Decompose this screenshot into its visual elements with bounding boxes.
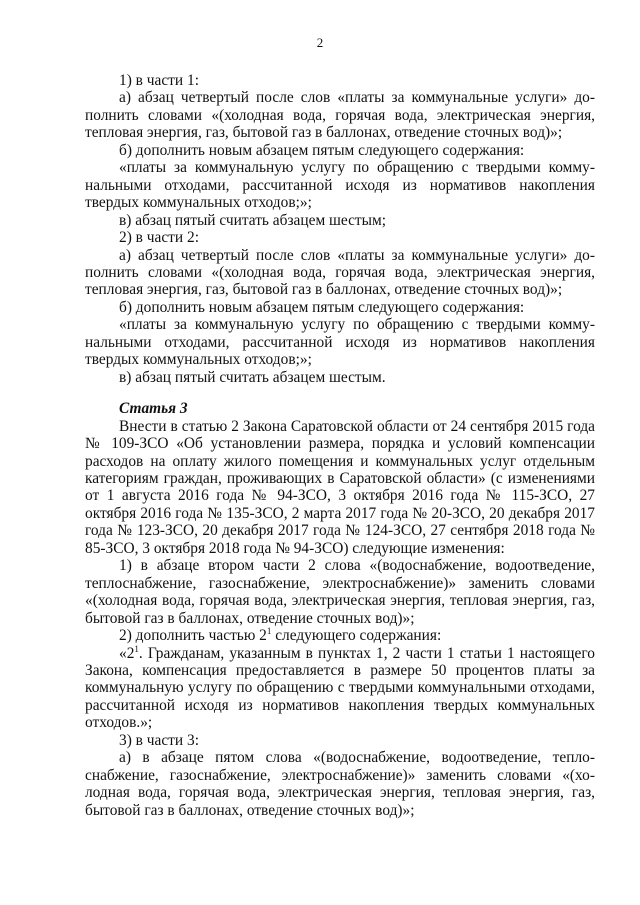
superscript: 1 xyxy=(266,626,272,637)
paragraph: б) дополнить новым абзацем пятым следующего содержания: xyxy=(119,141,525,159)
paragraph: 1) в абзаце втором части 2 слова «(водоснабжение, водоотведение, теплоснабжение, газоснабжение, электроснабжение)» заменить словами «(холодная вода, горячая вода, электрическая энергия, тепловая энергия, газ, бытовой газ в баллонах, отведение сточных вод)»; xyxy=(85,557,595,627)
paragraph: «платы за коммунальную услугу по обращению с твердыми коммунальными отходами, рассчитанной исходя из нормативов накопления твердых коммунальных отходов;»; xyxy=(85,159,595,212)
article-heading: Статья 3 xyxy=(119,400,188,418)
paragraph: в) абзац пятый считать абзацем шестым. xyxy=(119,368,386,386)
paragraph: а) абзац четвертый после слов «платы за коммунальные услуги» дополнить словами «(холодная вода, горячая вода, электрическая энергия, тепловая энергия, газ, бытовой газ в баллонах, отведение сточных вод)»; xyxy=(85,246,595,299)
paragraph: Внести в статью 2 Закона Саратовской области от 24 сентября 2015 года № 109-ЗСО «Об установлении размера, порядка и условий компенсации расходов на оплату жилого помещения и коммунальных услуг отдельным категориям граждан, проживающих в Саратовской области» (с изменениями от 1 августа 2016 года № 94-ЗСО, 3 октября 2016 года № 115-ЗСО, 27 октября 2016 года № 135-ЗСО, 2 марта 2017 года № 20-ЗСО, 20 декабря 2017 года № 123-ЗСО, 20 декабря 2017 года № 124-ЗСО, 27 сентября 2018 года № 85-ЗСО, 3 октября 2018 года № 94-ЗСО) следующие изменения: xyxy=(85,417,595,557)
paragraph: а) в абзаце пятом слова «(водоснабжение, водоотведение, теплоснабжение, газоснабжение, электроснабжение)» заменить словами «(холодная вода, горячая вода, электрическая энергия, тепловая энергия, газ, бытовой газ в баллонах, отведение сточных вод)»; xyxy=(85,749,595,819)
paragraph-text: следующего содержания: xyxy=(271,627,442,645)
paragraph: а) абзац четвертый после слов «платы за коммунальные услуги» дополнить словами «(холодная вода, горячая вода, электрическая энергия, тепловая энергия, газ, бытовой газ в баллонах, отведение сточных вод)»; xyxy=(85,89,595,142)
paragraph-text: 2) дополнить частью 2 xyxy=(119,627,267,645)
paragraph: б) дополнить новым абзацем пятым следующего содержания: xyxy=(119,298,525,316)
document-body xyxy=(85,72,595,819)
paragraph xyxy=(85,645,595,732)
paragraph: 3) в части 3: xyxy=(119,731,199,749)
paragraph xyxy=(85,627,595,644)
superscript: 1 xyxy=(134,643,139,654)
paragraph: в) абзац пятый считать абзацем шестым; xyxy=(119,211,387,229)
page-number: 2 xyxy=(316,35,324,50)
paragraph: 2) в части 2: xyxy=(119,229,199,247)
paragraph-text: «2 xyxy=(119,644,135,662)
paragraph: «платы за коммунальную услугу по обращению с твердыми коммунальными отходами, рассчитанной исходя из нормативов накопления твердых коммунальных отходов;»; xyxy=(85,316,595,369)
paragraph-text: . Гражданам, указанным в пунктах 1, 2 части 1 статьи 1 настоящего Закона, компенсация предоставляется в размере 50 процентов платы за коммунальную услугу по обращению с твердыми коммунальными отходами, рассчитанной исходя из нормативов накопления твердых коммунальных отходов.»; xyxy=(85,644,595,732)
paragraph: 1) в части 1: xyxy=(119,72,199,89)
